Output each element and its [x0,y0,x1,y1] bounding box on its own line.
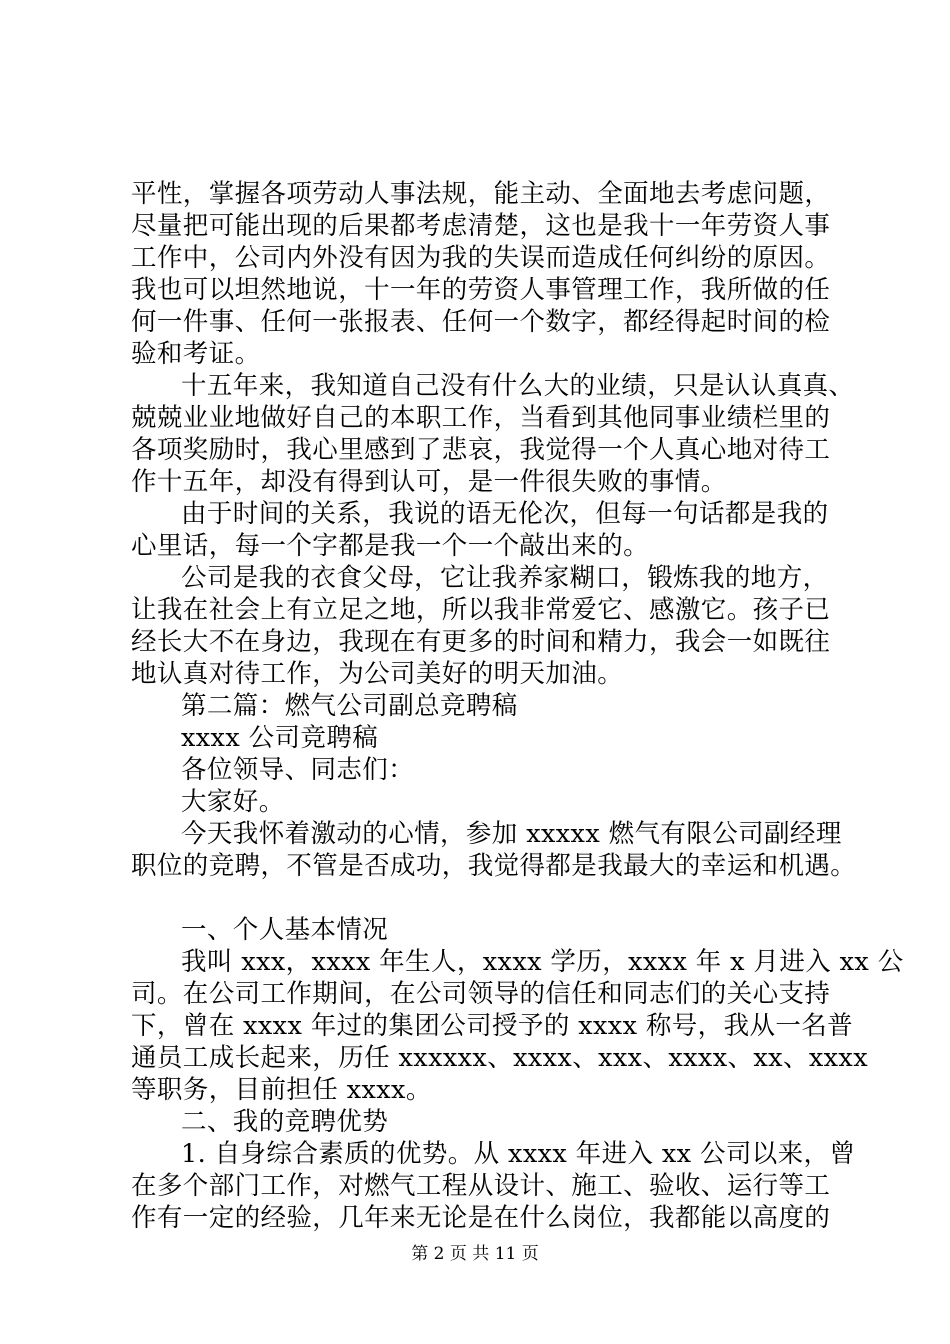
body-line: 兢兢业业地做好自己的本职工作，当看到其他同事业绩栏里的 [131,403,831,433]
body-line: 公司是我的衣食父母，它让我养家糊口，锻炼我的地方， [181,563,829,593]
body-line: 1. 自身综合素质的优势。从 xxxx 年进入 xx 公司以来，曾 [181,1139,856,1169]
body-line: 验和考证。 [131,339,261,369]
body-line: 司。在公司工作期间，在公司领导的信任和同志们的关心支持 [131,979,831,1009]
body-line: 十五年来，我知道自己没有什么大的业绩，只是认认真真、 [181,371,855,401]
body-line: 我叫 xxx，xxxx 年生人，xxxx 学历，xxxx 年 x 月进入 xx 公 [181,947,904,977]
body-line: 地认真对待工作，为公司美好的明天加油。 [131,659,624,689]
body-line: 平性，掌握各项劳动人事法规，能主动、全面地去考虑问题， [131,179,831,209]
greeting: 大家好。 [181,787,285,817]
body-line: 由于时间的关系，我说的语无伦次，但每一句话都是我的 [181,499,829,529]
salutation: 各位领导、同志们： [181,755,415,785]
body-line: 作有一定的经验，几年来无论是在什么岗位，我都能以高度的 [131,1203,831,1233]
body-line: 何一件事、任何一张报表、任何一个数字，都经得起时间的检 [131,307,831,337]
section-heading: 二、我的竞聘优势 [181,1107,389,1137]
body-line: 让我在社会上有立足之地，所以我非常爱它、感激它。孩子已 [131,595,831,625]
body-line: 作十五年，却没有得到认可，是一件很失败的事情。 [131,467,727,497]
body-line: 心里话，每一个字都是我一个一个敲出来的。 [131,531,650,561]
body-line: 今天我怀着激动的心情，参加 xxxxx 燃气有限公司副经理 [181,819,842,849]
body-line: 通员工成长起来，历任 xxxxxx、xxxx、xxx、xxxx、xx、xxxx [131,1043,868,1073]
body-line: 在多个部门工作，对燃气工程从设计、施工、验收、运行等工 [131,1171,831,1201]
section-heading: 第二篇：燃气公司副总竞聘稿 [181,691,518,721]
body-line: 等职务，目前担任 xxxx。 [131,1075,432,1105]
body-line: 经长大不在身边，我现在有更多的时间和精力，我会一如既往 [131,627,831,657]
page-number-footer: 第 2 页 共 11 页 [411,1244,539,1264]
body-line: 下，曾在 xxxx 年过的集团公司授予的 xxxx 称号，我从一名普 [131,1011,854,1041]
body-line: 各项奖励时，我心里感到了悲哀，我觉得一个人真心地对待工 [131,435,831,465]
body-line: 工作中，公司内外没有因为我的失误而造成任何纠纷的原因。 [131,243,831,273]
body-line: 职位的竞聘，不管是否成功，我觉得都是我最大的幸运和机遇。 [131,851,857,881]
body-line: 我也可以坦然地说，十一年的劳资人事管理工作，我所做的任 [131,275,831,305]
body-line: 尽量把可能出现的后果都考虑清楚，这也是我十一年劳资人事 [131,211,831,241]
section-heading: 一、个人基本情况 [181,915,389,945]
body-line: xxxx 公司竞聘稿 [181,723,379,753]
